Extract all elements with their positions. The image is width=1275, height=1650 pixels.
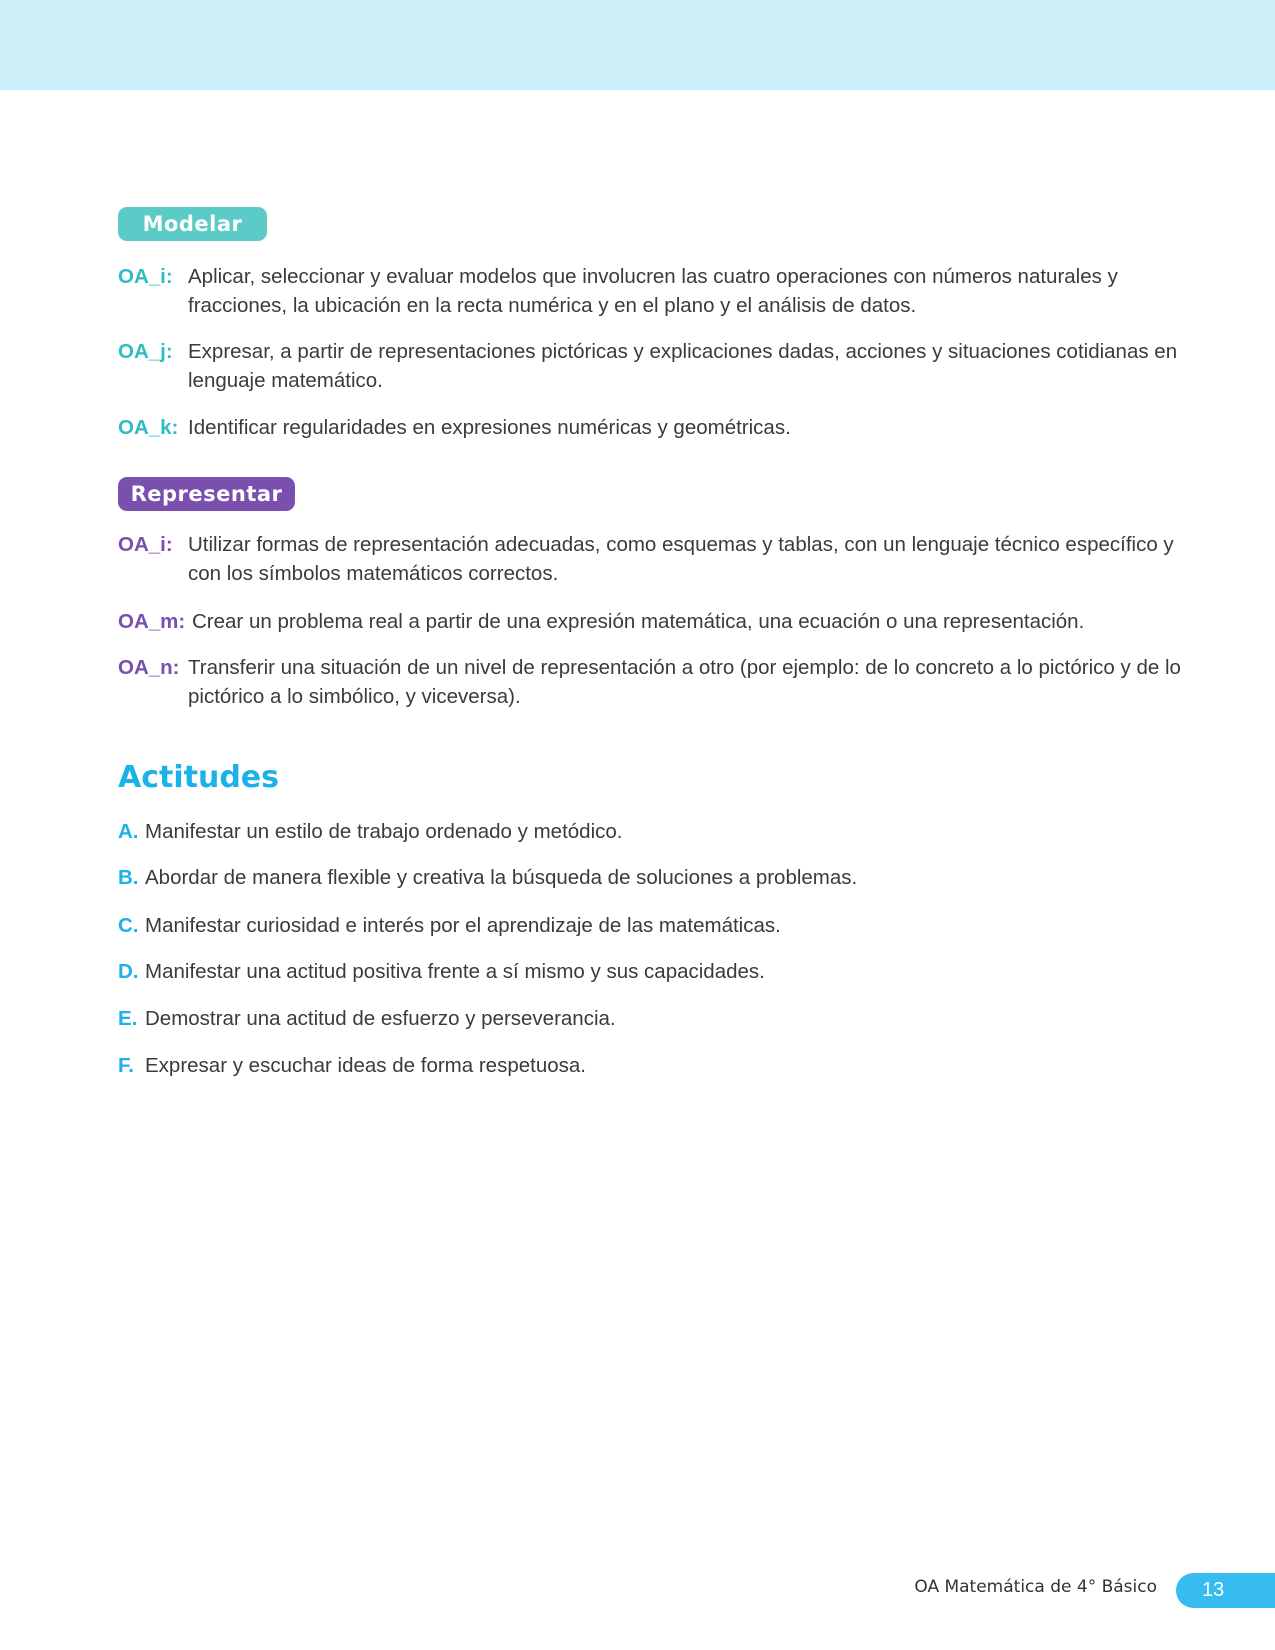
attitude-text: Abordar de manera flexible y creativa la búsqueda de soluciones a problemas. (145, 866, 858, 889)
attitude-label: C. (118, 914, 139, 937)
objective-label: OA_m: (118, 610, 186, 633)
footer-title: OA Matemática de 4° Básico (914, 1577, 1157, 1597)
actitudes-heading: Actitudes (118, 760, 280, 795)
header-band (0, 0, 1275, 90)
attitude-label: E. (118, 1007, 138, 1030)
attitude-label: B. (118, 866, 139, 889)
objective-text: Utilizar formas de representación adecuadas, como esquemas y tablas, con un lenguaje técnico específico y (188, 533, 1174, 556)
objective-label: OA_k: (118, 416, 179, 439)
attitude-label: A. (118, 820, 139, 843)
objective-text: Crear un problema real a partir de una expresión matemática, una ecuación o una representación. (192, 610, 1085, 633)
objective-text: fracciones, la ubicación en la recta numérica y en el plano y el análisis de datos. (188, 294, 917, 317)
objective-text: pictórico a lo simbólico, y viceversa). (188, 685, 521, 708)
attitude-label: F. (118, 1054, 134, 1077)
objective-label: OA_i: (118, 265, 173, 288)
objective-text: Aplicar, seleccionar y evaluar modelos que involucren las cuatro operaciones con números naturales y (188, 265, 1118, 288)
objective-text: Identificar regularidades en expresiones numéricas y geométricas. (188, 416, 791, 439)
attitude-text: Expresar y escuchar ideas de forma respetuosa. (145, 1054, 586, 1077)
objective-text: con los símbolos matemáticos correctos. (188, 562, 559, 585)
attitude-text: Manifestar curiosidad e interés por el aprendizaje de las matemáticas. (145, 914, 781, 937)
section-badge-representar: Representar (118, 477, 295, 511)
objective-text: Expresar, a partir de representaciones pictóricas y explicaciones dadas, acciones y situaciones cotidianas en (188, 340, 1178, 363)
objective-label: OA_n: (118, 656, 180, 679)
attitude-label: D. (118, 960, 139, 983)
attitude-text: Manifestar un estilo de trabajo ordenado y metódico. (145, 820, 623, 843)
objective-label: OA_j: (118, 340, 173, 363)
objective-text: Transferir una situación de un nivel de representación a otro (por ejemplo: de lo concreto a lo pictórico y de lo (188, 656, 1181, 679)
attitude-text: Demostrar una actitud de esfuerzo y perseverancia. (145, 1007, 616, 1030)
objective-text: lenguaje matemático. (188, 369, 383, 392)
objective-label: OA_i: (118, 533, 173, 556)
section-badge-modelar: Modelar (118, 207, 267, 241)
attitude-text: Manifestar una actitud positiva frente a sí mismo y sus capacidades. (145, 960, 765, 983)
page-number: 13 (1176, 1573, 1275, 1608)
